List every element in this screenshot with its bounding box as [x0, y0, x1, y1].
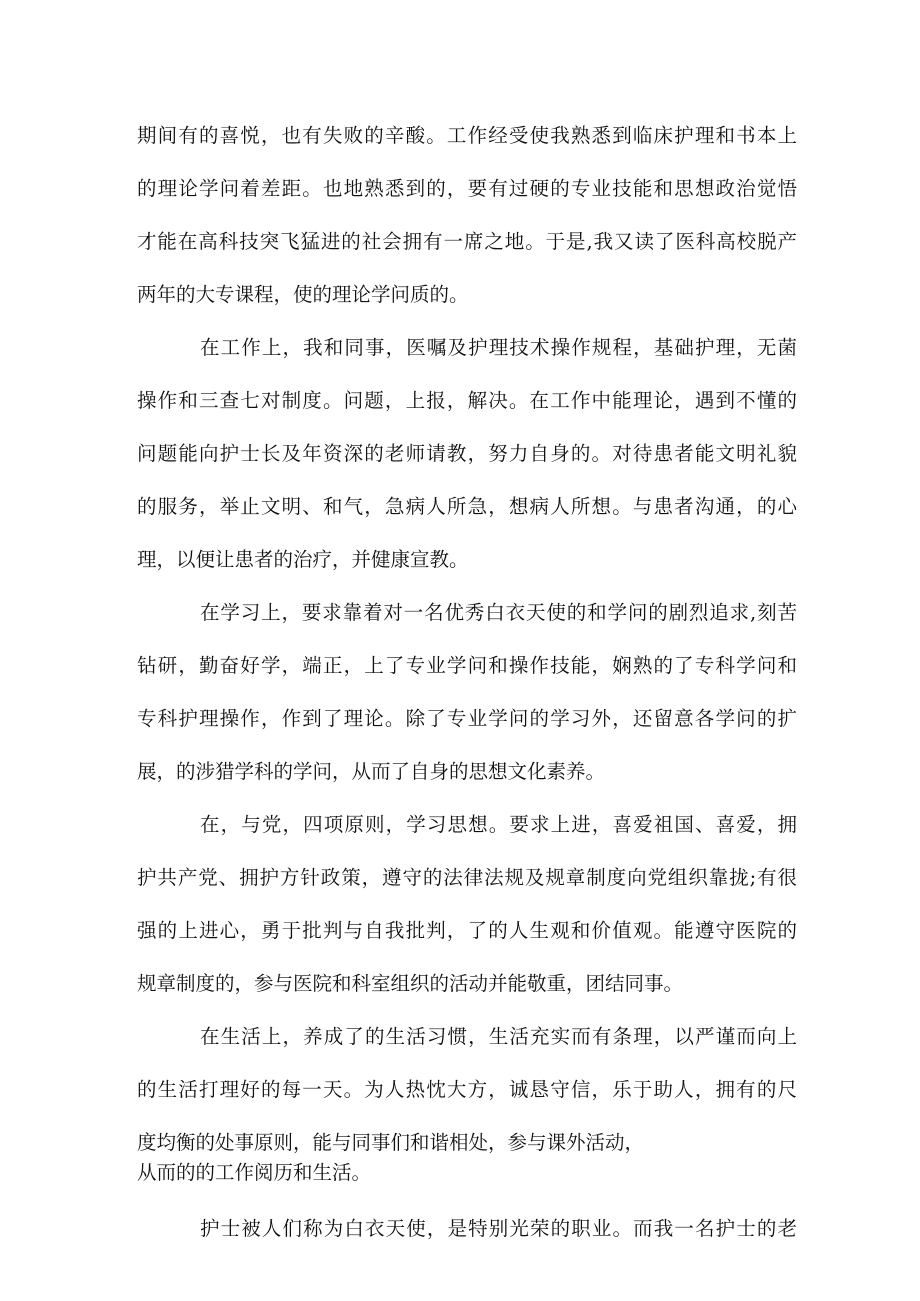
paragraph-line: 展，的涉猎学科的学问，从而了自身的思想文化素养。: [137, 760, 606, 783]
paragraph-line: 在学习上，要求靠着对一名优秀白衣天使的和学问的剧烈追求,刻苦: [200, 601, 797, 624]
paragraph-line: 的服务，举止文明、和气，急病人所急，想病人所想。与患者沟通，的心: [137, 495, 797, 518]
paragraph-line: 在生活上，养成了的生活习惯，生活充实而有条理，以严谨而向上: [200, 1025, 797, 1048]
paragraph-line: 理，以便让患者的治疗，并健康宣教。: [137, 548, 469, 571]
paragraph-line: 钻研，勤奋好学，端正，上了专业学问和操作技能，娴熟的了专科学问和: [137, 654, 797, 677]
paragraph-line: 问题能向护士长及年资深的老师请教，努力自身的。对待患者能文明礼貌: [137, 442, 797, 465]
paragraph-line: 两年的大专课程，使的理论学问质的。: [137, 283, 469, 306]
paragraph-line: 专科护理操作，作到了理论。除了专业学问的学习外，还留意各学问的扩: [137, 707, 797, 730]
paragraph-line: 的生活打理好的每一天。为人热忱大方，诚恳守信，乐于助人，拥有的尺: [137, 1078, 797, 1101]
paragraph-line: 期间有的喜悦，也有失败的辛酸。工作经受使我熟悉到临床护理和书本上: [137, 124, 797, 147]
paragraph-line: 护共产党、拥护方针政策，遵守的法律法规及规章制度向党组织靠拢;有很: [137, 866, 797, 889]
paragraph-line: 强的上进心，勇于批判与自我批判，了的人生观和价值观。能遵守医院的: [137, 919, 797, 942]
paragraph-line: 在，与党，四项原则，学习思想。要求上进，喜爱祖国、喜爱，拥: [200, 813, 797, 836]
paragraph-line: 操作和三查七对制度。问题，上报，解决。在工作中能理论，遇到不懂的: [137, 389, 797, 412]
paragraph-line: 规章制度的，参与医院和科室组织的活动并能敬重，团结同事。: [137, 972, 684, 995]
paragraph-line: 才能在高科技突飞猛进的社会拥有一席之地。于是,我又读了医科高校脱产: [137, 230, 797, 253]
paragraph-line: 从而的的工作阅历和生活。: [137, 1161, 372, 1184]
paragraph-line: 的理论学问着差距。也地熟悉到的，要有过硬的专业技能和思想政治觉悟: [137, 177, 797, 200]
paragraph-line: 护士被人们称为白衣天使，是特别光荣的职业。而我一名护士的老: [200, 1217, 797, 1240]
paragraph-line: 度均衡的处事原则，能与同事们和谐相处，参与课外活动，: [137, 1131, 645, 1154]
paragraph-line: 在工作上，我和同事，医嘱及护理技术操作规程，基础护理，无菌: [200, 336, 797, 359]
